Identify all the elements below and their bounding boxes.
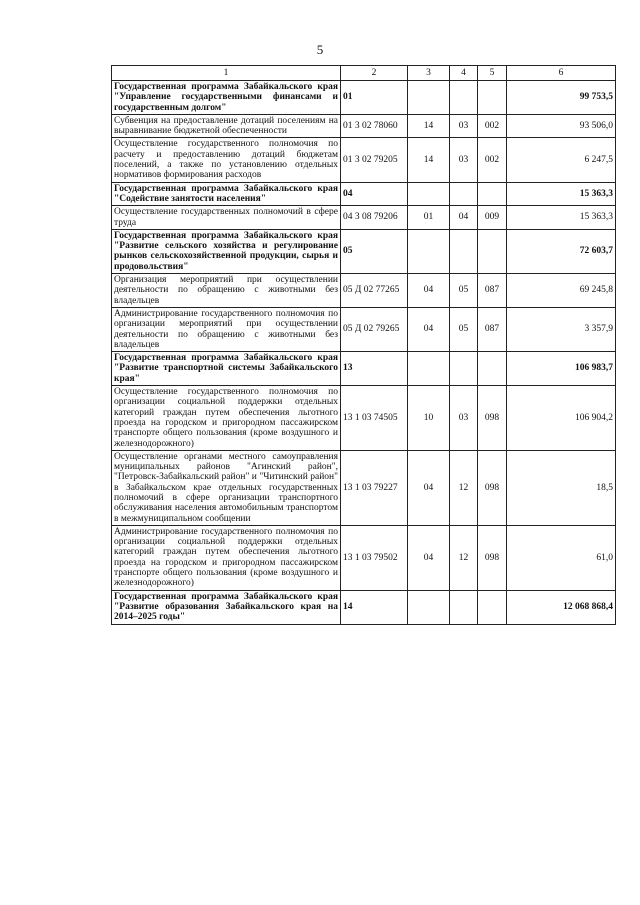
table-row [112,138,616,182]
row-code-cell: 01 3 02 78060 [341,114,408,138]
row-col5-cell [478,352,507,386]
row-col4-cell [450,229,478,273]
row-col5-cell: 087 [478,307,507,351]
column-header: 6 [507,66,616,81]
row-col4-cell: 03 [450,114,478,138]
row-amount-cell: 6 247,5 [507,138,616,182]
row-col5-cell: 002 [478,138,507,182]
row-col4-cell [450,590,478,624]
row-code-cell: 04 3 08 79206 [341,206,408,230]
row-name-cell: Осуществление органами местного самоуправления муниципальных районов "Агинский район", "Петровск-Забайкальский район" и "Читинский район" в Забайкальском крае отдельных государственных полномочий в сфере организации транспортного обслуживания населения автомобильным транспортом в межмуниципальном сообщении [112,450,341,525]
row-name-cell: Осуществление государственного полномочия по расчету и предоставлению дотаций бюджетам поселений, а также по установлению отдельных нормативов формирования расходов [112,138,341,182]
row-col4-cell: 05 [450,274,478,308]
table-row [112,307,616,351]
row-col4-cell [450,182,478,206]
program-row [112,81,616,115]
program-row [112,590,616,624]
row-col4-cell: 12 [450,525,478,590]
table-row [112,525,616,590]
row-name-cell: Организация мероприятий при осуществлении деятельности по обращению с животными без владельцев [112,274,341,308]
row-col3-cell: 04 [408,307,450,351]
row-name-cell: Государственная программа Забайкальского края "Управление государственными финансами и государственным долгом" [112,81,341,115]
row-col5-cell: 098 [478,525,507,590]
row-name-cell: Администрирование государственного полномочия по организации социальной поддержки отдельных категорий граждан путем обеспечения льготного проезда на городском и пригородном пассажирском транспорте общего пользования (кроме воздушного и железнодорожного) [112,525,341,590]
row-amount-cell: 72 603,7 [507,229,616,273]
row-amount-cell: 15 363,3 [507,206,616,230]
row-name-cell: Государственная программа Забайкальского края "Развитие образования Забайкальского края на 2014–2025 годы" [112,590,341,624]
row-col3-cell: 04 [408,525,450,590]
row-name-cell: Государственная программа Забайкальского края "Содействие занятости населения" [112,182,341,206]
row-name-cell: Осуществление государственного полномочия по организации социальной поддержки отдельных категорий граждан путем обеспечения льготного проезда на городском и пригородном пассажирском транспорте общего пользования (кроме воздушного и железнодорожного) [112,386,341,451]
table-row [112,114,616,138]
row-amount-cell: 61,0 [507,525,616,590]
row-col3-cell [408,590,450,624]
row-amount-cell: 99 753,5 [507,81,616,115]
row-col3-cell [408,81,450,115]
program-row [112,182,616,206]
row-col3-cell: 01 [408,206,450,230]
row-name-cell: Осуществление государственных полномочий в сфере труда [112,206,341,230]
row-amount-cell: 69 245,8 [507,274,616,308]
program-row [112,229,616,273]
table-row [112,450,616,525]
column-header: 4 [450,66,478,81]
row-amount-cell: 106 983,7 [507,352,616,386]
row-col5-cell [478,229,507,273]
table-body [112,81,616,625]
row-col3-cell: 14 [408,114,450,138]
row-amount-cell: 93 506,0 [507,114,616,138]
row-code-cell: 01 [341,81,408,115]
row-code-cell: 05 [341,229,408,273]
row-amount-cell: 3 357,9 [507,307,616,351]
row-code-cell: 05 Д 02 79265 [341,307,408,351]
row-col5-cell: 098 [478,386,507,451]
column-header: 5 [478,66,507,81]
row-col4-cell: 12 [450,450,478,525]
row-col5-cell: 098 [478,450,507,525]
row-col4-cell: 05 [450,307,478,351]
row-code-cell: 05 Д 02 77265 [341,274,408,308]
row-col3-cell [408,182,450,206]
row-code-cell: 13 1 03 74505 [341,386,408,451]
row-amount-cell: 106 904,2 [507,386,616,451]
row-name-cell: Государственная программа Забайкальского края "Развитие сельского хозяйства и регулирование рынков сельскохозяйственной продукции, сырья и продовольствия" [112,229,341,273]
row-col3-cell [408,229,450,273]
row-col4-cell [450,81,478,115]
row-amount-cell: 12 068 868,4 [507,590,616,624]
row-col3-cell: 04 [408,274,450,308]
column-header: 2 [341,66,408,81]
row-col3-cell: 04 [408,450,450,525]
row-col5-cell [478,81,507,115]
column-header: 1 [112,66,341,81]
column-header: 3 [408,66,450,81]
budget-table [111,65,616,625]
row-code-cell: 04 [341,182,408,206]
row-code-cell: 01 3 02 79205 [341,138,408,182]
row-code-cell: 13 [341,352,408,386]
row-code-cell: 14 [341,590,408,624]
page-number: 5 [316,42,324,57]
row-col4-cell: 04 [450,206,478,230]
row-name-cell: Государственная программа Забайкальского края "Развитие транспортной системы Забайкальского края" [112,352,341,386]
row-code-cell: 13 1 03 79227 [341,450,408,525]
header-row [112,66,616,81]
row-col5-cell [478,590,507,624]
program-row [112,352,616,386]
row-amount-cell: 18,5 [507,450,616,525]
row-col3-cell [408,352,450,386]
row-col4-cell: 03 [450,138,478,182]
row-amount-cell: 15 363,3 [507,182,616,206]
row-col4-cell [450,352,478,386]
row-col5-cell [478,182,507,206]
row-col3-cell: 10 [408,386,450,451]
row-col5-cell: 002 [478,114,507,138]
row-name-cell: Субвенция на предоставление дотаций поселениям на выравнивание бюджетной обеспеченности [112,114,341,138]
table-row [112,206,616,230]
table-row [112,274,616,308]
row-code-cell: 13 1 03 79502 [341,525,408,590]
table-row [112,386,616,451]
row-col4-cell: 03 [450,386,478,451]
row-col5-cell: 087 [478,274,507,308]
row-col3-cell: 14 [408,138,450,182]
row-col5-cell: 009 [478,206,507,230]
row-name-cell: Администрирование государственного полномочия по организации мероприятий при осуществлении деятельности по обращению с животными без владельцев [112,307,341,351]
